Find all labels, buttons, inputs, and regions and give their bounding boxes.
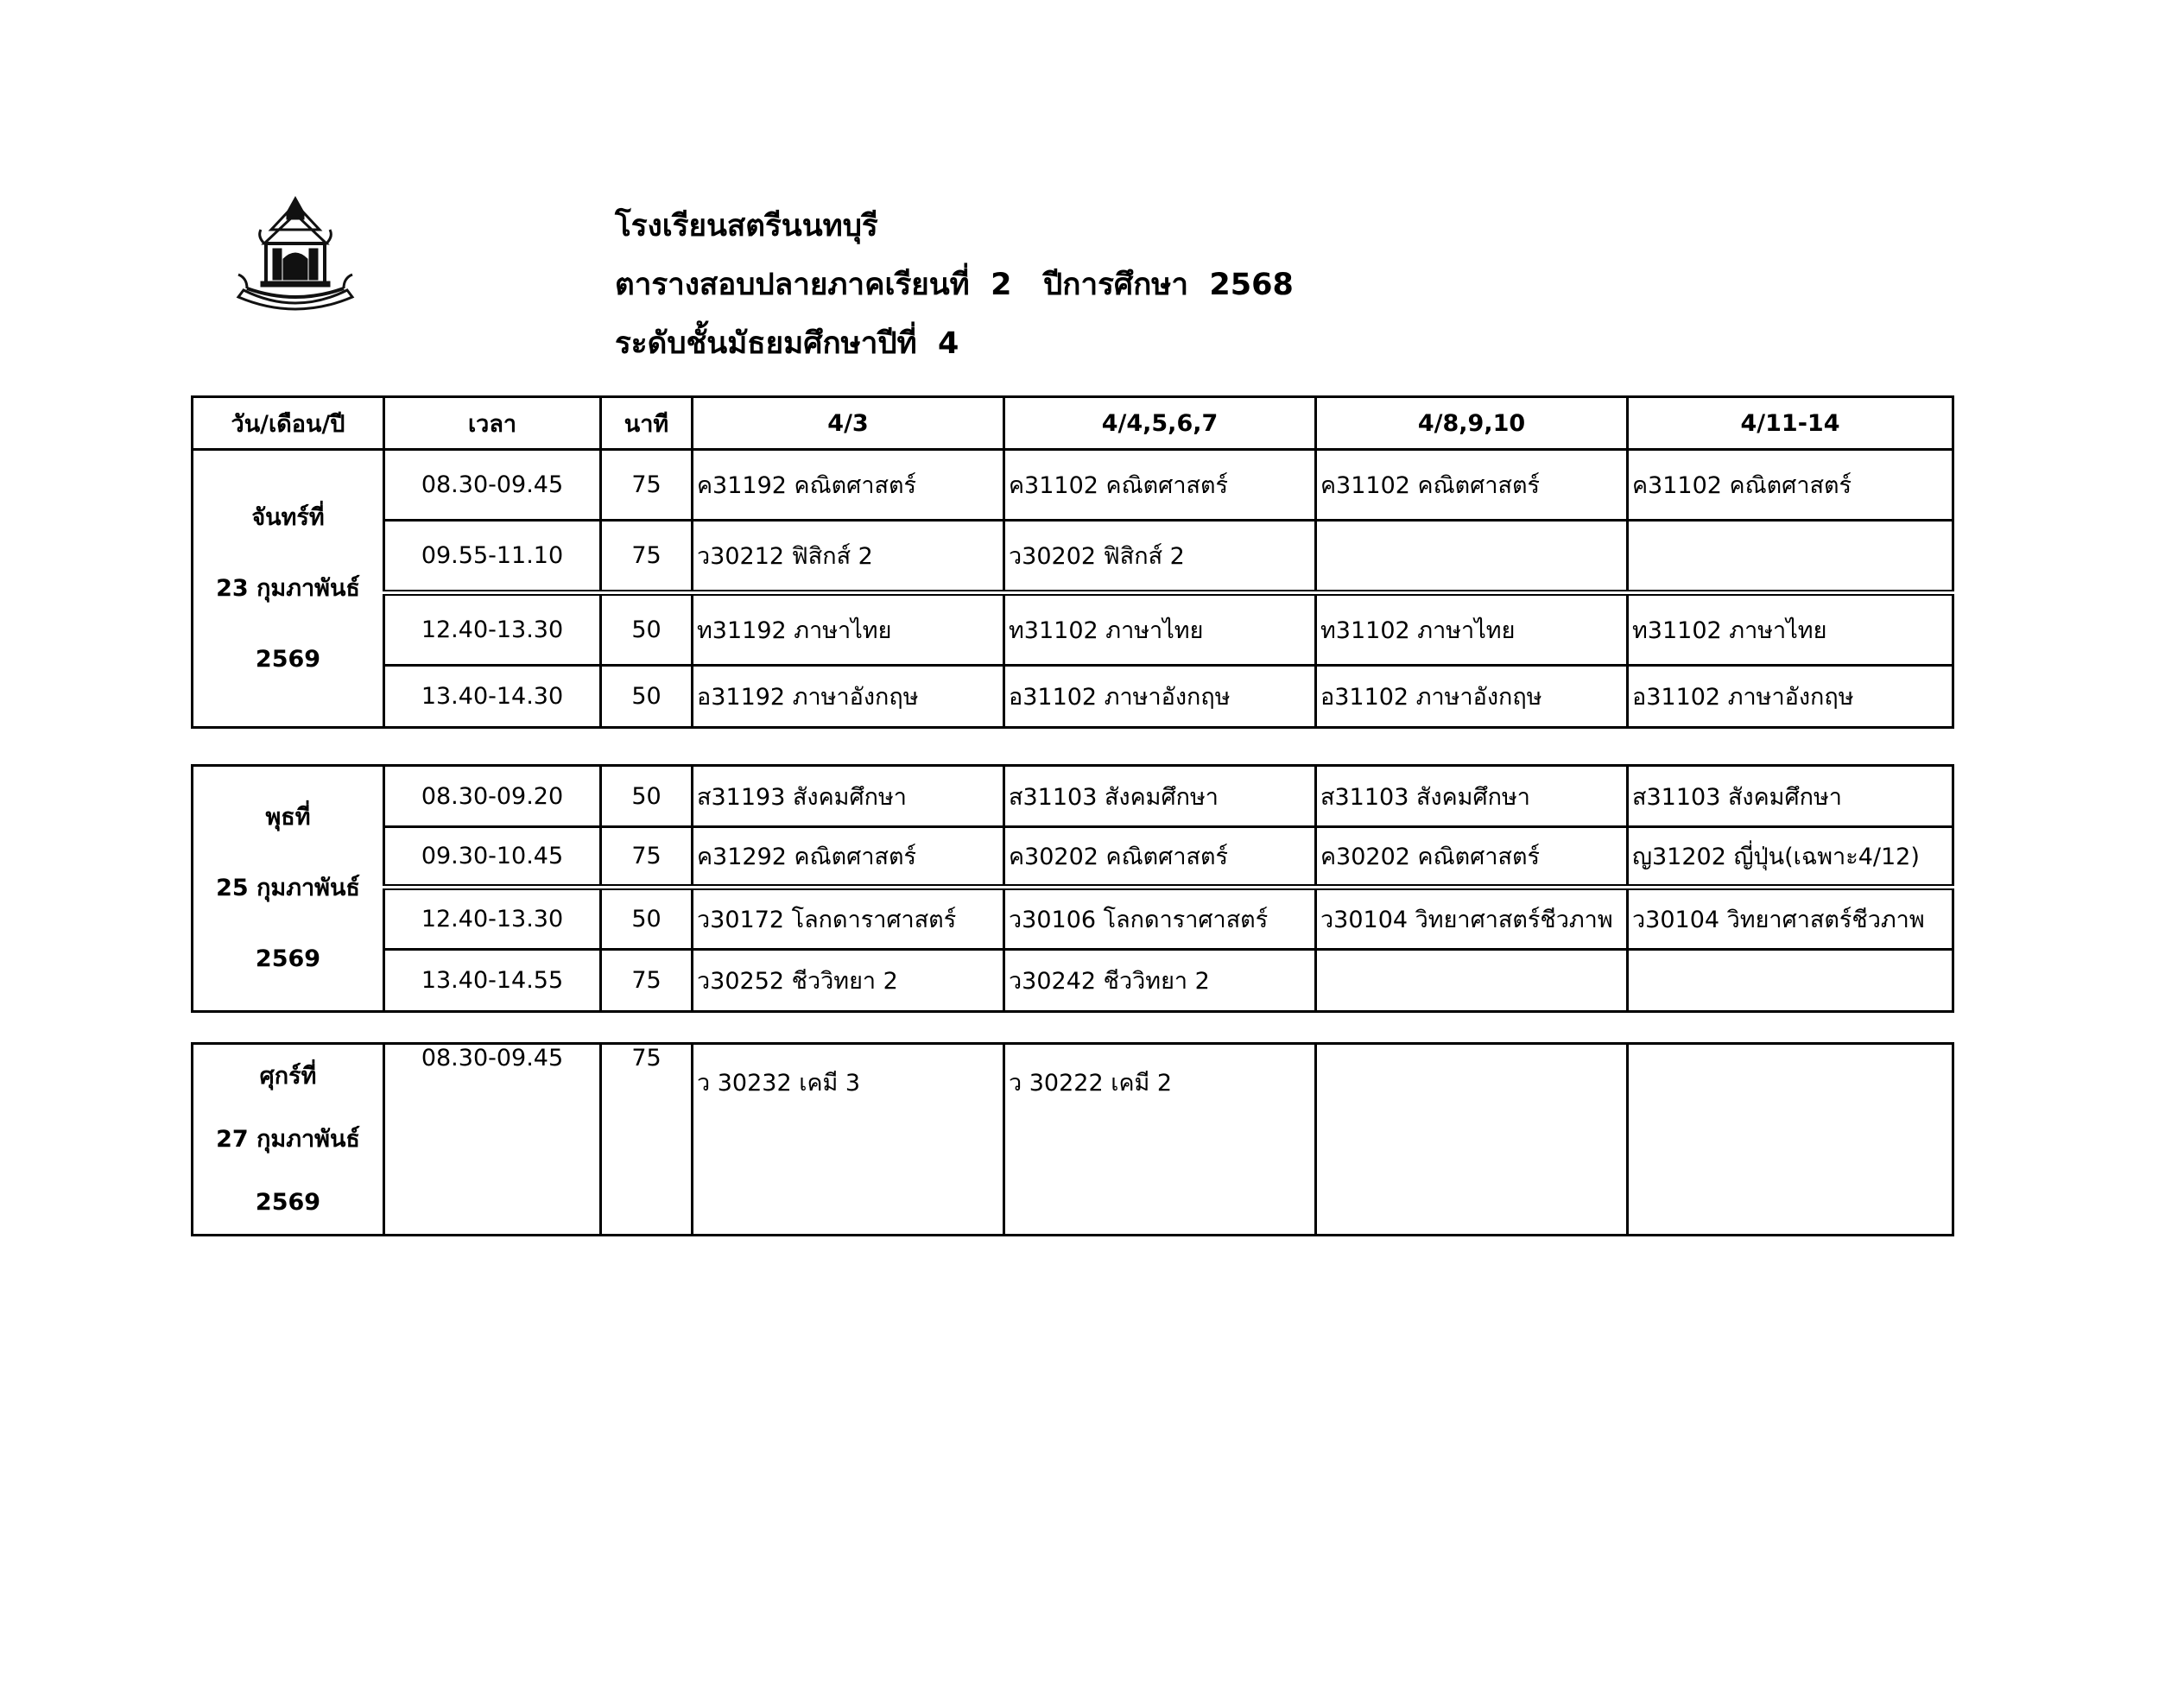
minutes-cell: 75: [601, 450, 693, 521]
subject-cell: ค30202 คณิตศาสตร์: [1316, 827, 1628, 888]
table-row: [193, 766, 1953, 827]
subject-cell: ท31192 ภาษาไทย: [693, 593, 1004, 666]
subject-cell: ว30104 วิทยาศาสตร์ชีวภาพ: [1316, 888, 1628, 950]
subject-cell: ค31292 คณิตศาสตร์: [693, 827, 1004, 888]
subject-cell: [1316, 950, 1628, 1012]
time-cell: 08.30-09.45: [384, 1044, 601, 1236]
subject-cell: ว 30222 เคมี 2: [1004, 1044, 1316, 1236]
table-row: [193, 521, 1953, 593]
table-row: [193, 827, 1953, 888]
subject-cell: ว30212 ฟิสิกส์ 2: [693, 521, 1004, 593]
subject-cell: ท31102 ภาษาไทย: [1628, 593, 1953, 666]
day-name: ศุกร์ที่: [259, 1063, 317, 1090]
col-header-class-4-3: 4/3: [693, 397, 1004, 450]
subject-cell: ค30202 คณิตศาสตร์: [1004, 827, 1316, 888]
day-cell: [193, 766, 384, 1012]
day-date: 27 กุมภาพันธ์: [216, 1126, 360, 1153]
col-header-minutes: นาที: [601, 397, 693, 450]
time-cell: 12.40-13.30: [384, 593, 601, 666]
subject-cell: ค31192 คณิตศาสตร์: [693, 450, 1004, 521]
time-cell: 13.40-14.30: [384, 666, 601, 728]
minutes-cell: 75: [601, 827, 693, 888]
exam-table-friday: [191, 1042, 1954, 1236]
table-row: [193, 593, 1953, 666]
subject-cell: ว30106 โลกดาราศาสตร์: [1004, 888, 1316, 950]
subject-cell: ค31102 คณิตศาสตร์: [1316, 450, 1628, 521]
day-year: 2569: [255, 1189, 321, 1216]
col-header-date: วัน/เดือน/ปี: [193, 397, 384, 450]
table-header-row: [193, 397, 1953, 450]
subject-cell: ท31102 ภาษาไทย: [1004, 593, 1316, 666]
subject-cell: [1316, 1044, 1628, 1236]
day-year: 2569: [255, 945, 321, 972]
exam-table-wednesday: [191, 764, 1954, 1013]
subject-cell: ค31102 คณิตศาสตร์: [1004, 450, 1316, 521]
subject-cell: [1628, 521, 1953, 593]
subject-cell: [1316, 521, 1628, 593]
table-row: [193, 666, 1953, 728]
school-logo: [226, 192, 364, 317]
time-cell: 08.30-09.20: [384, 766, 601, 827]
table-row: [193, 950, 1953, 1012]
time-cell: 09.55-11.10: [384, 521, 601, 593]
day-cell: [193, 450, 384, 728]
school-name: โรงเรียนสตรีนนทบุรี: [615, 209, 878, 243]
day-year: 2569: [255, 645, 321, 673]
minutes-cell: 75: [601, 521, 693, 593]
col-header-class-4-8-10: 4/8,9,10: [1316, 397, 1628, 450]
minutes-cell: 75: [601, 1044, 693, 1236]
minutes-cell: 75: [601, 950, 693, 1012]
time-cell: 12.40-13.30: [384, 888, 601, 950]
subject-cell: ว30172 โลกดาราศาสตร์: [693, 888, 1004, 950]
subject-cell: อ31102 ภาษาอังกฤษ: [1004, 666, 1316, 728]
subject-cell: ว30252 ชีววิทยา 2: [693, 950, 1004, 1012]
schedule-title: ตารางสอบปลายภาคเรียนที่ 2 ปีการศึกษา 2568: [615, 268, 1294, 302]
day-name: พุธที่: [265, 804, 311, 831]
subject-cell: ส31103 สังคมศึกษา: [1004, 766, 1316, 827]
subject-cell: ว30242 ชีววิทยา 2: [1004, 950, 1316, 1012]
minutes-cell: 50: [601, 666, 693, 728]
grade-level: ระดับชั้นมัธยมศึกษาปีที่ 4: [615, 326, 959, 361]
table-row: [193, 1044, 1953, 1236]
subject-cell: อ31102 ภาษาอังกฤษ: [1628, 666, 1953, 728]
time-cell: 13.40-14.55: [384, 950, 601, 1012]
col-header-class-4-11-14: 4/11-14: [1628, 397, 1953, 450]
subject-cell: ส31103 สังคมศึกษา: [1316, 766, 1628, 827]
subject-cell: ว 30232 เคมี 3: [693, 1044, 1004, 1236]
minutes-cell: 50: [601, 593, 693, 666]
subject-cell: ว30202 ฟิสิกส์ 2: [1004, 521, 1316, 593]
table-row: [193, 450, 1953, 521]
exam-table-monday: [191, 395, 1954, 729]
subject-cell: ท31102 ภาษาไทย: [1316, 593, 1628, 666]
minutes-cell: 50: [601, 888, 693, 950]
table-row: [193, 888, 1953, 950]
subject-cell: ญ31202 ญี่ปุ่น(เฉพาะ4/12): [1628, 827, 1953, 888]
subject-cell: ส31193 สังคมศึกษา: [693, 766, 1004, 827]
subject-cell: ส31103 สังคมศึกษา: [1628, 766, 1953, 827]
col-header-class-4-4-7: 4/4,5,6,7: [1004, 397, 1316, 450]
time-cell: 08.30-09.45: [384, 450, 601, 521]
subject-cell: อ31192 ภาษาอังกฤษ: [693, 666, 1004, 728]
subject-cell: [1628, 1044, 1953, 1236]
school-crest-icon: [226, 192, 364, 317]
subject-cell: ค31102 คณิตศาสตร์: [1628, 450, 1953, 521]
document-header: [615, 197, 1294, 373]
day-date: 23 กุมภาพันธ์: [216, 574, 360, 602]
time-cell: 09.30-10.45: [384, 827, 601, 888]
day-name: จันทร์ที่: [251, 503, 325, 531]
day-date: 25 กุมภาพันธ์: [216, 875, 360, 901]
subject-cell: [1628, 950, 1953, 1012]
minutes-cell: 50: [601, 766, 693, 827]
subject-cell: อ31102 ภาษาอังกฤษ: [1316, 666, 1628, 728]
col-header-time: เวลา: [384, 397, 601, 450]
subject-cell: ว30104 วิทยาศาสตร์ชีวภาพ: [1628, 888, 1953, 950]
day-cell: [193, 1044, 384, 1236]
